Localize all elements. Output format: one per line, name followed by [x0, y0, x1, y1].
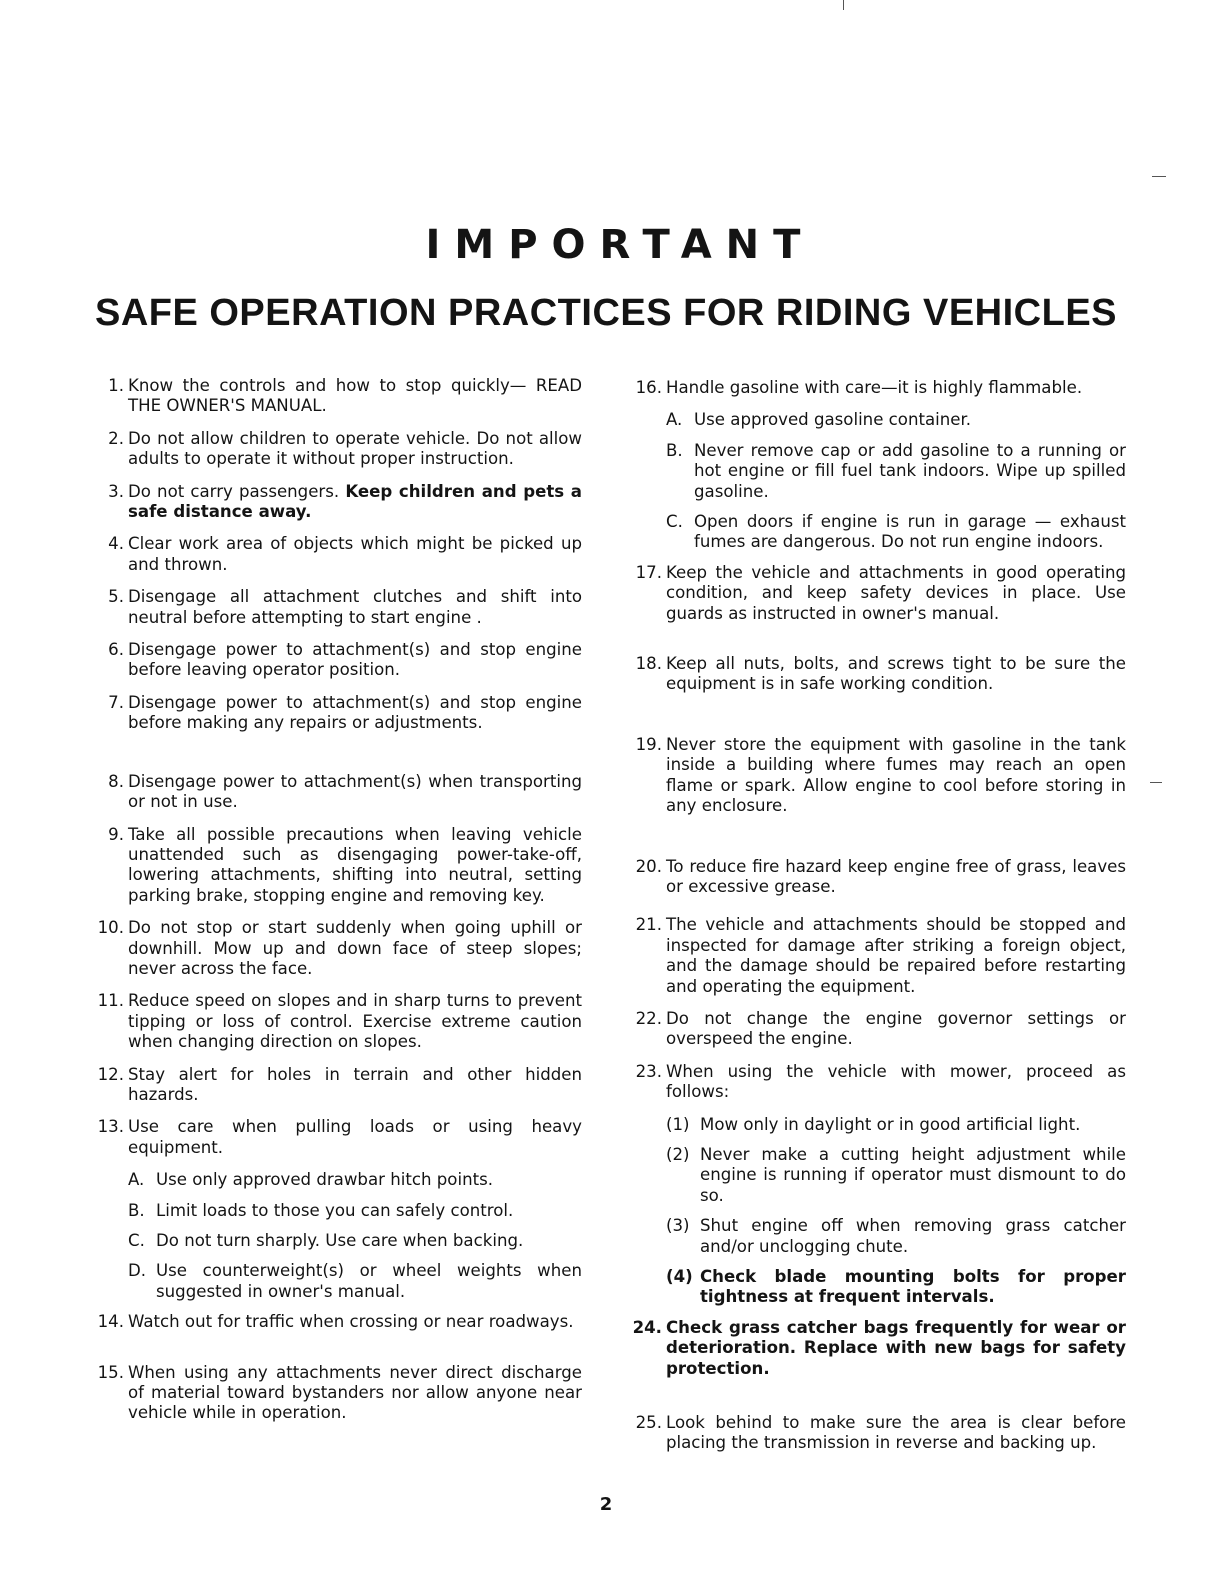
list-item	[628, 378, 1126, 553]
sub-item	[666, 1267, 1126, 1308]
item-text: Stay alert for holes in terrain and other hidden hazards.	[128, 1064, 582, 1104]
list-item	[90, 587, 582, 628]
list-item	[90, 918, 582, 979]
sub-item-label: (1)	[666, 1114, 690, 1134]
item-number: 11.	[97, 991, 124, 1011]
sub-item	[128, 1170, 582, 1190]
sub-item-text: Never make a cutting height adjustment while engine is running if operator must dismount to do so.	[700, 1144, 1126, 1205]
sub-list	[666, 1115, 1126, 1308]
sub-item-text: Limit loads to those you can safely control.	[156, 1200, 514, 1220]
scan-mark	[843, 0, 844, 10]
sub-item-text: Use counterweight(s) or wheel weights when suggested in owner's manual.	[156, 1261, 582, 1301]
list-item	[90, 534, 582, 575]
item-number: 21.	[635, 915, 662, 935]
item-number: 7.	[108, 692, 124, 712]
sub-item-label: (2)	[666, 1144, 690, 1164]
item-number: 2.	[108, 428, 124, 448]
list-item	[90, 1363, 582, 1424]
item-text: Reduce speed on slopes and in sharp turns to prevent tipping or loss of control. Exercise extreme caution when changing direction on slopes.	[128, 991, 582, 1052]
item-text: Handle gasoline with care—it is highly flammable.	[666, 378, 1083, 397]
list-item	[90, 1312, 582, 1332]
list-item	[628, 735, 1126, 817]
item-text: Know the controls and how to stop quickly— READ THE OWNER'S MANUAL.	[128, 376, 582, 416]
item-number: 20.	[635, 856, 662, 876]
page-title: SAFE OPERATION PRACTICES FOR RIDING VEHICLES	[94, 292, 1118, 334]
item-text-normal: Do not carry passengers.	[128, 481, 340, 501]
list-item	[90, 772, 582, 813]
item-number: 17.	[635, 562, 662, 582]
sub-item-label: (3)	[666, 1216, 690, 1236]
list-item	[90, 482, 582, 523]
sub-item-label: B.	[666, 440, 683, 460]
item-text: Keep the vehicle and attachments in good operating condition, and keep safety devices in place. Use guards as instructed in owner's manual.	[666, 562, 1126, 623]
item-text: Watch out for traffic when crossing or near roadways.	[128, 1312, 574, 1332]
item-text: Check grass catcher bags frequently for wear or deterioration. Replace with new bags for safety protection.	[666, 1317, 1126, 1378]
sub-item-text: Use approved gasoline container.	[694, 410, 972, 430]
list-item	[90, 1117, 582, 1302]
item-text: Keep all nuts, bolts, and screws tight to be sure the equipment is in safe working condition.	[666, 654, 1126, 694]
sub-item-text: Check blade mounting bolts for proper tightness at frequent intervals.	[700, 1267, 1126, 1307]
sub-item-label: C.	[128, 1231, 145, 1250]
item-text	[128, 482, 582, 523]
list-item	[628, 857, 1126, 898]
scan-mark	[1150, 782, 1162, 783]
sub-item	[128, 1201, 582, 1221]
list-item	[90, 429, 582, 470]
list-item	[628, 563, 1126, 624]
scan-mark	[1152, 176, 1166, 177]
left-column	[90, 376, 582, 1424]
list-item	[90, 825, 582, 907]
item-text: Clear work area of objects which might be picked up and thrown.	[128, 534, 582, 574]
sub-item-text: Mow only in daylight or in good artificial light.	[700, 1114, 1081, 1134]
item-number: 5.	[108, 587, 124, 607]
item-text-bold: Keep children and pets a safe distance away.	[128, 481, 582, 522]
sub-item-text: Do not turn sharply. Use care when backing.	[156, 1231, 524, 1250]
sub-item-label: D.	[128, 1261, 147, 1281]
item-text: When using any attachments never direct discharge of material toward bystanders nor allow anyone near vehicle while in operation.	[128, 1362, 582, 1423]
item-number: 12.	[97, 1064, 124, 1084]
item-text: Disengage power to attachment(s) and stop engine before making any repairs or adjustments.	[128, 692, 582, 733]
item-number: 14.	[97, 1312, 124, 1332]
sub-item	[666, 1145, 1126, 1206]
item-number: 22.	[635, 1008, 662, 1028]
item-number: 24.	[632, 1317, 662, 1337]
list-item	[90, 376, 582, 417]
sub-list	[128, 1170, 582, 1302]
item-text: Disengage power to attachment(s) and stop engine before leaving operator position.	[128, 640, 582, 680]
sub-item	[666, 512, 1126, 553]
item-text: To reduce fire hazard keep engine free of grass, leaves or excessive grease.	[666, 856, 1126, 896]
list-item	[628, 1062, 1126, 1308]
list-item	[628, 1413, 1126, 1454]
item-number: 4.	[108, 534, 124, 554]
page-number: 2	[599, 1494, 613, 1515]
item-number: 18.	[635, 654, 662, 674]
item-text: The vehicle and attachments should be stopped and inspected for damage after striking a foreign object, and the damage should be repaired before restarting and operating the equipment.	[666, 915, 1126, 996]
item-number: 1.	[108, 376, 124, 395]
sub-item-text: Use only approved drawbar hitch points.	[156, 1170, 494, 1190]
item-number: 8.	[108, 771, 124, 791]
sub-list	[666, 410, 1126, 552]
list-item	[628, 1009, 1126, 1050]
item-number: 10.	[97, 918, 124, 938]
important-heading: IMPORTANT	[425, 222, 815, 268]
item-text: Disengage power to attachment(s) when transporting or not in use.	[128, 771, 582, 812]
sub-item-label: (4)	[666, 1267, 693, 1286]
list-item	[628, 915, 1126, 997]
item-text: Disengage all attachment clutches and shift into neutral before attempting to start engine .	[128, 587, 582, 627]
item-text: Do not stop or start suddenly when going uphill or downhill. Mow up and down face of steep slopes; never across the face.	[128, 918, 582, 978]
item-text: Never store the equipment with gasoline in the tank inside a building where fumes may reach an open flame or spark. Allow engine to cool before storing in any enclosure.	[666, 734, 1126, 816]
list-item	[90, 1065, 582, 1106]
sub-item-label: A.	[128, 1170, 145, 1190]
item-number: 9.	[108, 824, 124, 844]
item-number: 13.	[97, 1117, 124, 1137]
sub-item-text: Open doors if engine is run in garage — exhaust fumes are dangerous. Do not run engine indoors.	[694, 512, 1126, 552]
item-number: 3.	[108, 481, 124, 501]
sub-item-label: B.	[128, 1200, 145, 1220]
sub-item-label: A.	[666, 410, 683, 430]
item-number: 25.	[635, 1413, 662, 1433]
list-item	[628, 654, 1126, 695]
sub-item	[666, 1115, 1126, 1135]
item-number: 16.	[635, 378, 662, 397]
list-item	[90, 693, 582, 734]
sub-item	[666, 1216, 1126, 1257]
sub-item	[128, 1231, 582, 1251]
sub-item	[128, 1261, 582, 1302]
sub-item	[666, 410, 1126, 430]
right-column	[628, 378, 1126, 1454]
item-number: 19.	[635, 734, 662, 754]
item-text: Do not change the engine governor settings or overspeed the engine.	[666, 1008, 1126, 1049]
item-text: Look behind to make sure the area is clear before placing the transmission in reverse and backing up.	[666, 1413, 1126, 1453]
sub-item-label: C.	[666, 512, 683, 532]
sub-item-text: Shut engine off when removing grass catcher and/or unclogging chute.	[700, 1216, 1126, 1256]
item-text: Do not allow children to operate vehicle. Do not allow adults to operate it without proper instruction.	[128, 428, 582, 469]
list-item	[628, 1318, 1126, 1379]
item-text: Take all possible precautions when leaving vehicle unattended such as disengaging power-take-off, lowering attachments, shifting into neutral, setting parking brake, stopping engine and removing key.	[128, 824, 582, 905]
list-item	[90, 640, 582, 681]
list-item	[90, 991, 582, 1052]
sub-item-text: Never remove cap or add gasoline to a running or hot engine or fill fuel tank indoors. Wipe up spilled gasoline.	[694, 440, 1126, 501]
item-number: 23.	[635, 1061, 662, 1081]
item-text: When using the vehicle with mower, proceed as follows:	[666, 1061, 1126, 1102]
item-number: 15.	[97, 1362, 124, 1382]
item-text: Use care when pulling loads or using heavy equipment.	[128, 1117, 582, 1157]
sub-item	[666, 441, 1126, 502]
item-number: 6.	[108, 640, 124, 660]
